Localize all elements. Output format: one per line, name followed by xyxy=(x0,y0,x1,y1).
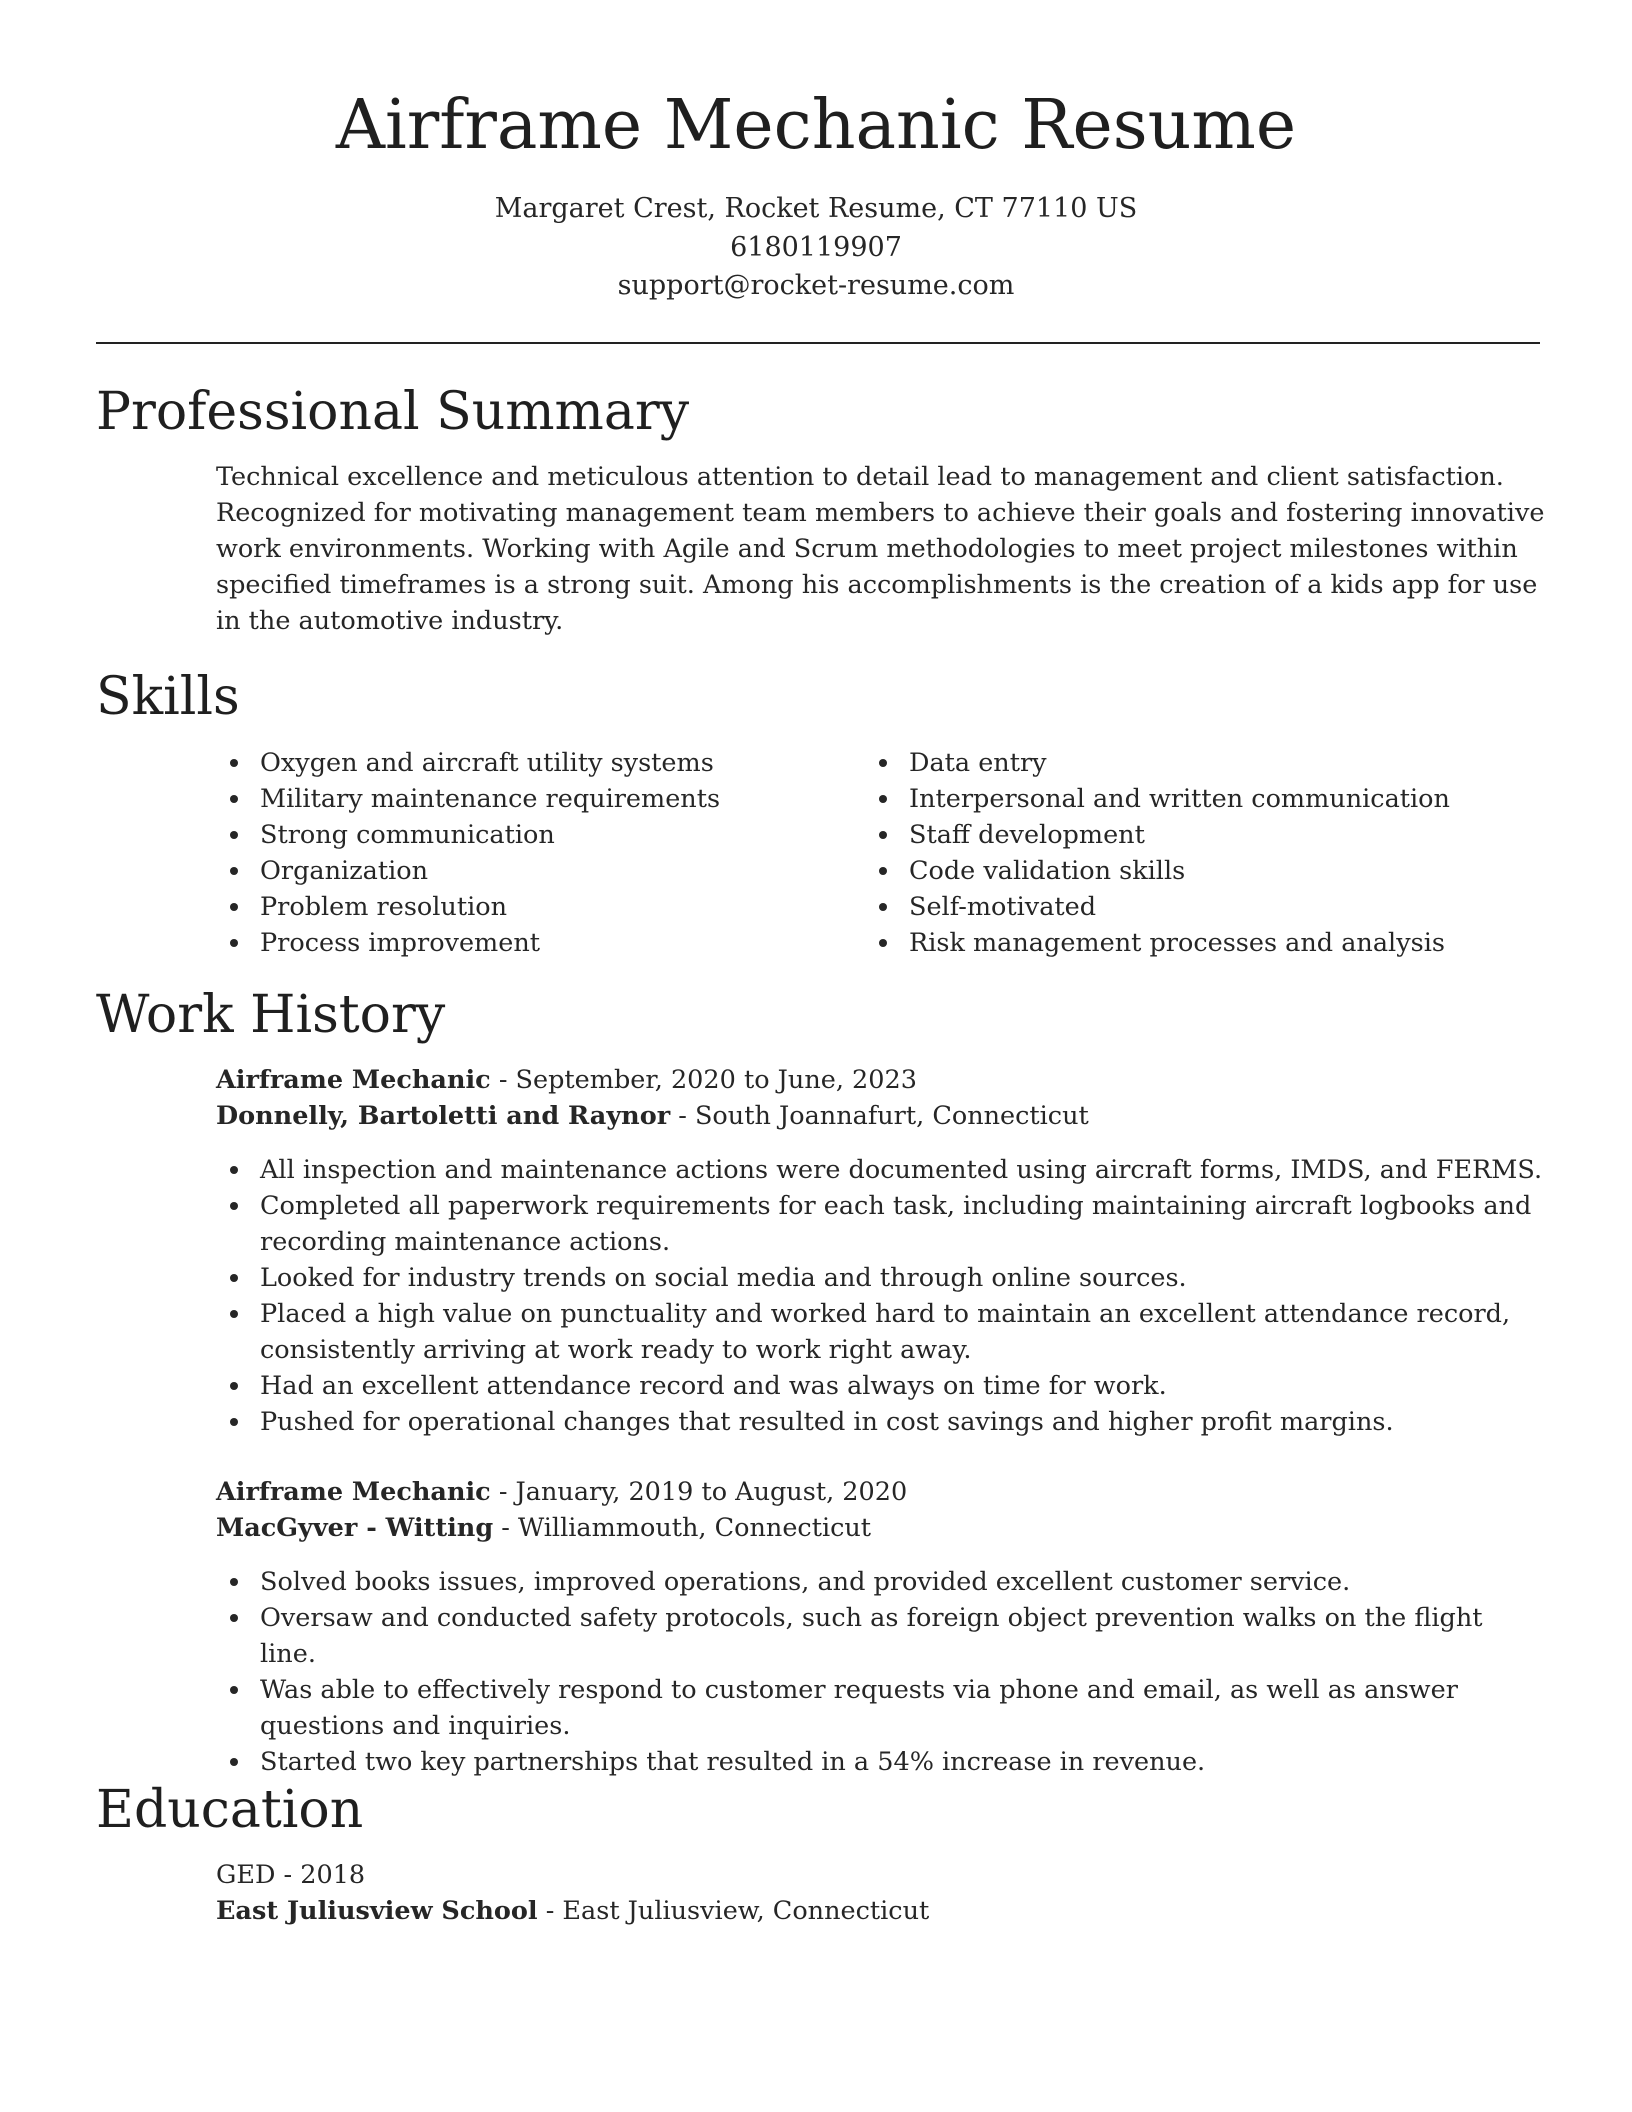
job-entry xyxy=(216,1474,1546,1780)
skill-item: Problem resolution xyxy=(260,889,856,925)
job-bullet: Was able to effectively respond to customer requests via phone and email, as well as answer questions and inquiries. xyxy=(260,1672,1546,1744)
job-title-line xyxy=(216,1062,1546,1098)
job-location: - Williammouth, Connecticut xyxy=(493,1513,872,1543)
header-divider xyxy=(96,342,1540,344)
job-company-line xyxy=(216,1510,1546,1546)
education-entry xyxy=(216,1857,1546,1929)
job-bullet: Looked for industry trends on social media and through online sources. xyxy=(260,1260,1546,1296)
job-title-line xyxy=(216,1474,1546,1510)
job-dates: - January, 2019 to August, 2020 xyxy=(490,1477,908,1507)
skills-column-right xyxy=(865,745,1505,961)
job-dates: - September, 2020 to June, 2023 xyxy=(490,1065,917,1095)
contact-address: Margaret Crest, Rocket Resume, CT 77110 US xyxy=(494,193,1138,224)
job-company-line xyxy=(216,1098,1546,1134)
skill-item: Staff development xyxy=(909,817,1505,853)
job-entry xyxy=(216,1062,1546,1440)
skill-item: Strong communication xyxy=(260,817,856,853)
education-school: East Juliusview School xyxy=(216,1896,538,1926)
skill-item: Organization xyxy=(260,853,856,889)
summary-text: Technical excellence and meticulous attention to detail lead to management and client satisfaction. Recognized for motivating management team members to achieve their goals and fostering innovative work environments. Working with Agile and Scrum methodologies to meet project milestones within specified timeframes is a strong suit. Among his accomplishments is the creation of a kids app for use in the automotive industry. xyxy=(216,462,1545,636)
job-bullet: Oversaw and conducted safety protocols, such as foreign object prevention walks on the flight line. xyxy=(260,1600,1546,1672)
skill-item: Risk management processes and analysis xyxy=(909,925,1505,961)
job-bullet: Solved books issues, improved operations, and provided excellent customer service. xyxy=(260,1564,1546,1600)
education-location: - East Juliusview, Connecticut xyxy=(537,1896,930,1926)
skill-item: Data entry xyxy=(909,745,1505,781)
summary-section xyxy=(216,459,1546,639)
contact-info xyxy=(0,190,1632,306)
skills-heading: Skills xyxy=(96,667,240,727)
job-bullet: All inspection and maintenance actions were documented using aircraft forms, IMDS, and FERMS. xyxy=(260,1152,1546,1188)
education-degree: GED - 2018 xyxy=(216,1860,366,1890)
skill-item: Oxygen and aircraft utility systems xyxy=(260,745,856,781)
skill-item: Self-motivated xyxy=(909,889,1505,925)
contact-phone: 6180119907 xyxy=(730,231,902,263)
job-company: Donnelly, Bartoletti and Raynor xyxy=(216,1101,671,1131)
job-bullet: Had an excellent attendance record and was always on time for work. xyxy=(260,1368,1546,1404)
skill-item: Process improvement xyxy=(260,925,856,961)
job-bullets xyxy=(216,1564,1546,1780)
job-bullets xyxy=(216,1152,1546,1440)
job-bullet: Completed all paperwork requirements for each task, including maintaining aircraft logbooks and recording maintenance actions. xyxy=(260,1188,1546,1260)
job-company: MacGyver - Witting xyxy=(216,1513,494,1543)
job-location: - South Joannafurt, Connecticut xyxy=(670,1101,1089,1131)
summary-heading: Professional Summary xyxy=(96,382,690,442)
work-history-heading: Work History xyxy=(96,985,446,1045)
skills-column-left xyxy=(216,745,856,961)
contact-email: support@rocket-resume.com xyxy=(617,270,1015,301)
skill-item: Code validation skills xyxy=(909,853,1505,889)
job-bullet: Pushed for operational changes that resulted in cost savings and higher profit margins. xyxy=(260,1404,1546,1440)
resume-header xyxy=(0,0,1632,306)
education-school-line xyxy=(216,1893,1546,1929)
skills-section xyxy=(216,745,1546,965)
resume-title: Airframe Mechanic Resume xyxy=(335,86,1297,165)
job-title: Airframe Mechanic xyxy=(216,1065,491,1095)
job-title: Airframe Mechanic xyxy=(216,1477,491,1507)
job-bullet: Placed a high value on punctuality and worked hard to maintain an excellent attendance record, consistently arriving at work ready to work right away. xyxy=(260,1296,1546,1368)
skill-item: Military maintenance requirements xyxy=(260,781,856,817)
skill-item: Interpersonal and written communication xyxy=(909,781,1505,817)
education-heading: Education xyxy=(96,1780,364,1840)
job-bullet: Started two key partnerships that resulted in a 54% increase in revenue. xyxy=(260,1744,1546,1780)
